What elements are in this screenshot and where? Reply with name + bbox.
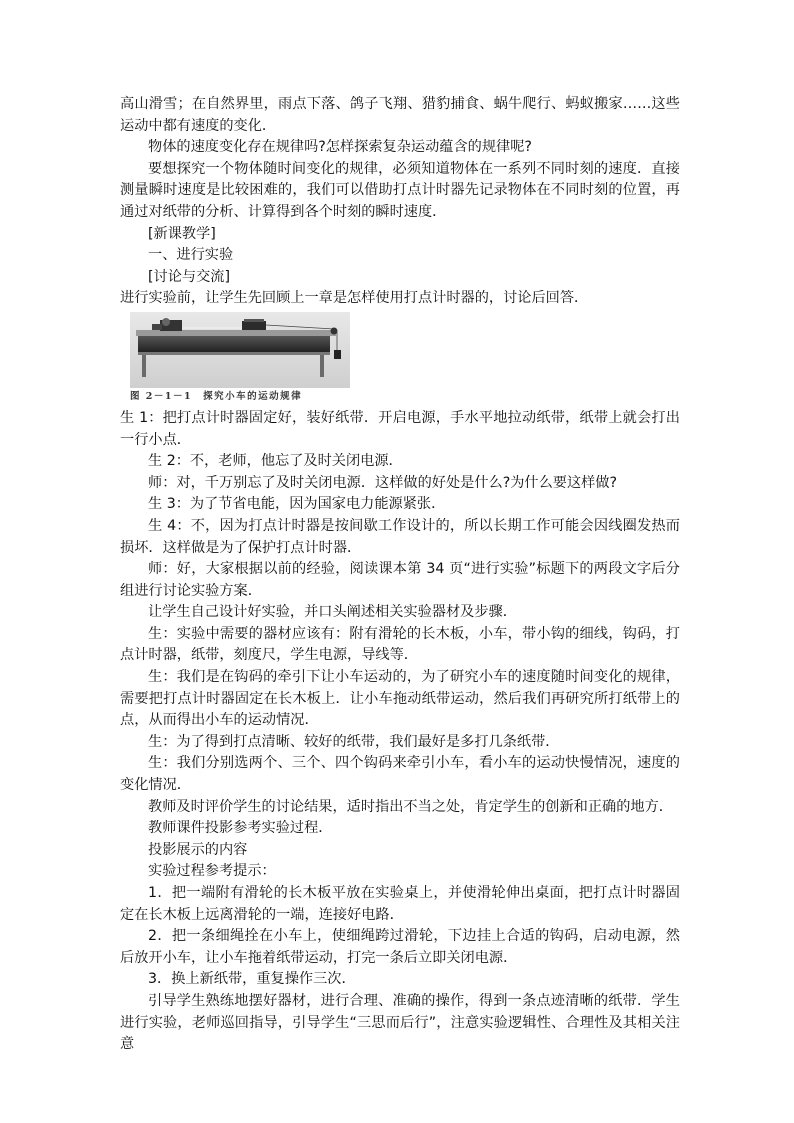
paragraph: 生 4：不，因为打点计时器是按间歇工作设计的，所以长期工作可能会因线圈发热而损坏．这样做是为了保护打点计时器． [120,517,680,556]
paragraph: 生 3：为了节省电能，因为国家电力能源紧张． [148,496,446,513]
paragraph: [新课教学] [148,225,216,242]
document-page [120,94,680,1056]
paragraph: 要想探究一个物体随时间变化的规律，必须知道物体在一系列不同时刻的速度．直接测量瞬时速度是比较困难的，我们可以借助打点计时器先记录物体在不同时刻的位置，再通过对纸带的分析、计算得到各个时刻的瞬时速度． [120,160,680,220]
paragraph: 让学生自己设计好实验，并口头阐述相关实验器材及步骤． [148,604,517,621]
paragraph: 投影展示的内容 [148,841,248,858]
paragraph: 引导学生熟练地摆好器材，进行合理、准确的操作，得到一条点迹清晰的纸带．学生进行实验，老师巡回指导，引导学生“三思而后行”，注意实验逻辑性、合理性及其相关注意 [120,992,680,1053]
paragraph: 生：我们是在钩码的牵引下让小车运动的，为了研究小车的速度随时间变化的规律，需要把打点计时器固定在长木板上．让小车拖动纸带运动，然后我们再研究所打纸带上的点，从而得出小车的运动情况． [120,669,680,729]
paragraph: 进行实验前，让学生先回顾上一章是怎样使用打点计时器的，讨论后回答． [120,290,589,307]
paragraph: 生 2：不，老师，他忘了及时关闭电源． [148,453,403,470]
text-block-top [120,94,680,310]
experiment-figure [130,312,350,404]
paragraph: 生：为了得到打点清晰、较好的纸带，我们最好是多打几条纸带． [148,733,560,750]
text-block-bottom [120,408,680,1056]
paragraph: 生：我们分别选两个、三个、四个钩码来牵引小车，看小车的运动快慢情况，速度的变化情况． [120,755,680,794]
paragraph: 3．换上新纸带，重复操作三次． [148,971,356,988]
paragraph: 一、进行实验 [148,247,234,264]
paragraph: 2．把一条细绳拴在小车上，使细绳跨过滑轮，下边挂上合适的钩码，启动电源，然后放开小车，让小车拖着纸带运动，打完一条后立即关闭电源． [120,928,680,966]
paragraph: 师：对，千万别忘了及时关闭电源．这样做的好处是什么?为什么要这样做? [148,474,618,491]
paragraph: 师：好，大家根据以前的经验，阅读课本第 34 页“进行实验”标题下的两段文字后分组进行讨论实验方案． [120,561,680,599]
paragraph: 教师课件投影参考实验过程． [148,820,333,837]
experiment-apparatus-photo-icon [130,312,350,388]
paragraph: 生 1：把打点计时器固定好，装好纸带．开启电源，手水平地拉动纸带，纸带上就会打出一行小点． [120,409,680,448]
paragraph: 1．把一端附有滑轮的长木板平放在实验桌上，并使滑轮伸出桌面，把打点计时器固定在长木板上远离滑轮的一端，连接好电路． [120,885,680,923]
paragraph: 生：实验中需要的器材应该有：附有滑轮的长木板，小车，带小钩的细线，钩码，打点计时器，纸带，刻度尺，学生电源，导线等． [120,625,680,664]
paragraph: 高山滑雪；在自然界里，雨点下落、鸽子飞翔、猎豹捕食、蜗牛爬行、蚂蚁搬家……这些运动中都有速度的变化． [120,96,680,134]
paragraph: 物体的速度变化存在规律吗?怎样探索复杂运动蕴含的规律呢? [148,139,532,156]
paragraph: 实验过程参考提示： [148,863,276,880]
figure-caption: 图 2－1－1 探究小车的运动规律 [130,390,303,402]
paragraph: [讨论与交流] [148,268,231,285]
paragraph: 教师及时评价学生的讨论结果，适时指出不当之处，肯定学生的创新和正确的地方． [148,798,673,815]
